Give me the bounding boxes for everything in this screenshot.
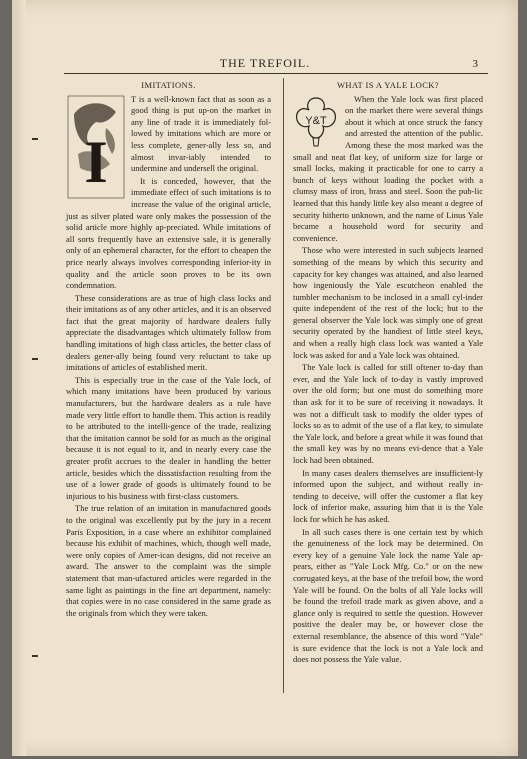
paragraph: The Yale lock is called for still oftener to-day than ever, and the Yale lock of to-day is vastly improved over the old form; but one must do something more than ask for it to be sure of receiving it nowadays. It was not a difficult task to modify the older types of locks so as to admit of the use of a flat key, to simulate the Yale lock, and before a great while it was found that the small key was by no means evi-dence that a Yale lock had been obtained.	[293, 362, 483, 465]
ornamental-dropcap-icon	[66, 94, 126, 200]
page-sheet	[12, 0, 518, 756]
paragraph: These considerations are as true of high class locks and their imitations as of any other articles, and it is an observed fact that the great majority of hardware dealers fully appreciate the disadvantages which ultimately follow from handling imitations of high class articles, the better class of dealers gener-ally being found very reluctant to take up imitations of articles of established merit.	[66, 292, 271, 373]
right-column	[293, 80, 483, 667]
paragraph: In all such cases there is one certain test by which the genuineness of the lock may be determined. On every key of a genuine Yale lock the name Yale ap-pears, either as "Yale Lock Mfg. Co." or on the new corrugated keys, at the base of the trefoil bow, the word Yale will be found. On the bolts of all Yale locks will be found the trefoil trade mark as given above, and a glance only is required to settle the question. However positive the dealer may be, or however close the external resemblance, the absence of this word "Yale" is sure evidence that the lock is not a Yale lock and does not possess the Yale value.	[293, 526, 483, 665]
column-divider	[283, 78, 284, 693]
binding-hole	[32, 138, 38, 140]
binding-hole	[32, 358, 38, 360]
dropcap-letter: I	[84, 128, 108, 195]
article-heading: IMITATIONS.	[141, 80, 196, 90]
paragraph: It is conceded, however, that the immediate effect of such imitations is to increase the value of the original article, just as silver plated ware only makes the possession of the solid article more highly ap-preciated. While imitations of all sorts frequently have an extensive sale, it is generally only of an ephemeral character, for the effort to cheapen the price nearly always involves corresponding inferior-ity in quality and the article soon proves to be its own condemnation.	[66, 175, 271, 291]
page-number: 3	[472, 58, 478, 70]
left-column	[66, 80, 271, 620]
paragraph: In many cases dealers themselves are insufficient-ly informed upon the subject, and without really in-tending to deceive, will offer the customer a flat key lock of inferior make, assuring him that it is the Yale lock for which he has asked.	[293, 467, 483, 524]
paragraph: Those who were interested in such subjects learned something of the means by which this security and capacity for key changes was attained, and also learned how ingeniously the Yale escutcheon enabled the tumbler mechanism to be inclosed in a small cyl-inder quite independent of the rest of the lock; but to the general observer the Yale lock was simply one of great security operated by the handiest of little steel keys, and when a really high class lock was wanted a Yale lock was asked for and a Yale lock was obtained.	[293, 245, 483, 360]
running-header: THE TREFOIL.	[219, 56, 311, 70]
binding-hole	[32, 655, 38, 657]
header-rule	[64, 73, 488, 74]
paragraph: This is especially true in the case of the Yale lock, of which many imitations have been produced by various manufacturers, but the hardware dealers as a rule have made very little effort to handle them. This action is readily to be attributed to the intelli-gence of the trade, realizing that the imitation cannot be sold for as much as the original because it is not equal to it, and in nearly every case the greater profit accrues to the dealer in handling the better article, besides which the dissatisfaction resulting from the use of a lower grade of goods is ultimately found to be injurious to his business with first-class customers.	[66, 374, 271, 501]
paragraph: When the Yale lock was first placed on the market there were several things about it which at once struck the fancy and arrested the attention of the public. Among these the most marked was the small and neat flat key, of uniform size for large or small locks, making it practicable for one to carry a bunch of keys without loading the pocket with a clumsy mass of iron, brass and steel. Soon the pub-lic learned that this handy little key also meant a degree of security hitherto unknown, and the name of Linus Yale became a household word for security and convenience.	[293, 93, 483, 243]
paragraph: T is a well-known fact that as soon as a good thing is put up-on the market in any line of trade it is immediately fol-lowed by imitations which are more or less complete, gener-ally less so, and almost invar-iably intended to undermine and undersell the original.	[131, 93, 271, 174]
article-heading: WHAT IS A YALE LOCK?	[337, 80, 439, 90]
trefoil-trademark-icon	[293, 94, 339, 148]
binding-edge	[12, 0, 26, 756]
logo-monogram: Y&T	[305, 114, 327, 127]
paragraph: The true relation of an imitation in manufactured goods to the original was excellently put by the jury in a recent Paris Exposition, in a case where an exhibitor complained because his exhibit of machines, which, though well made, were only copies of Amer-ican designs, did not receive an award. The answer to the complaint was the simple statement that man-ufactured articles were regarded in the same light as paintings in the fine art department, namely: that copies were in no case considered in the same grade as the originals from which they were taken.	[66, 503, 271, 618]
